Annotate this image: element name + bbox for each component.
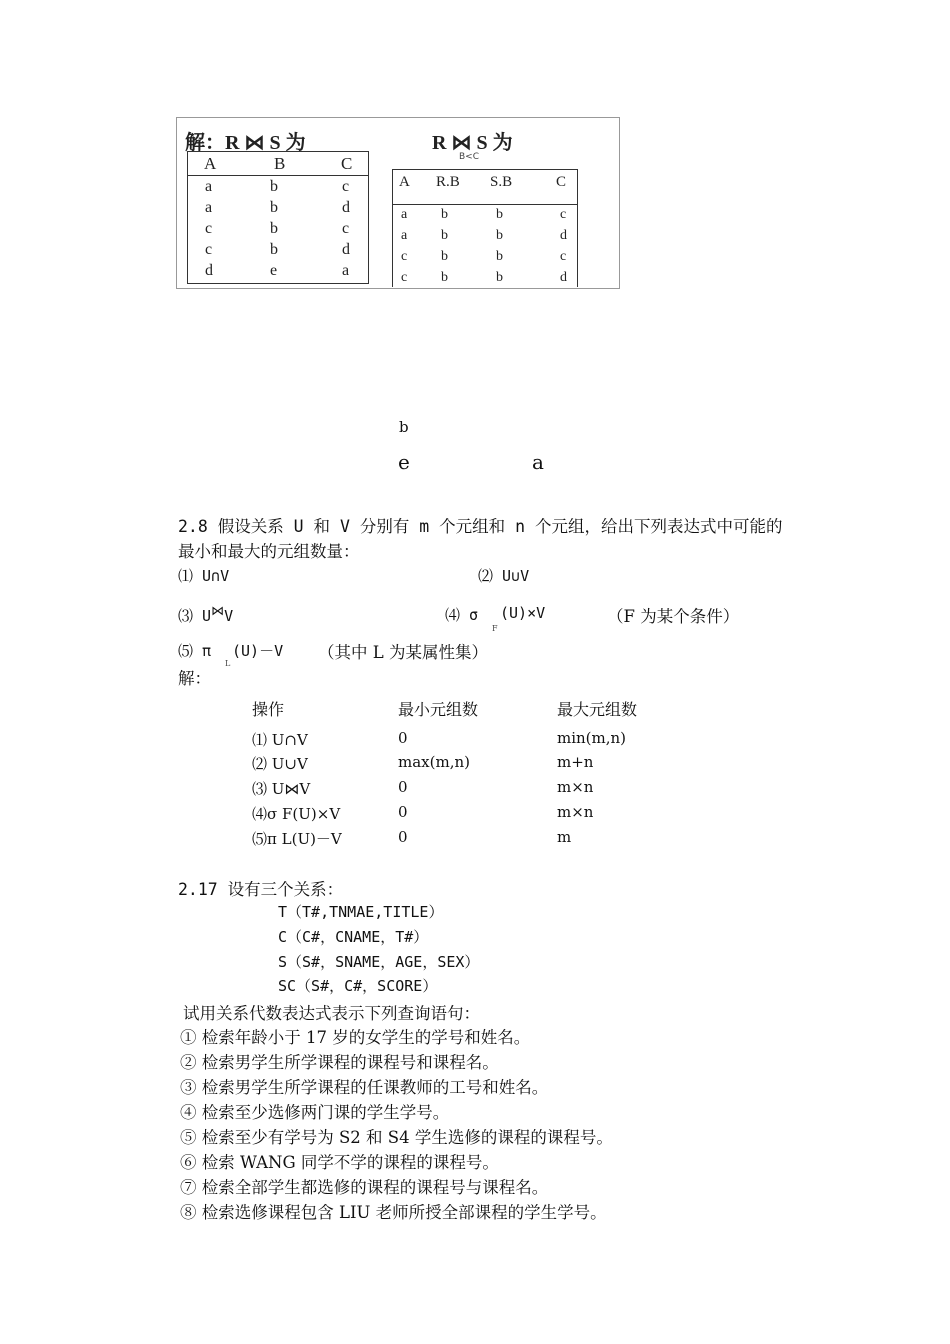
table-cell: a bbox=[401, 228, 408, 243]
table-cell: c bbox=[401, 270, 408, 285]
answer-table-cell: 0 bbox=[398, 828, 408, 846]
query-item: ⑦ 检索全部学生都选修的课程的课程号与课程名。 bbox=[180, 1178, 549, 1197]
stray-letter-e: e bbox=[398, 450, 410, 474]
query-item: ⑤ 检索至少有学号为 S2 和 S4 学生选修的课程的课程号。 bbox=[180, 1128, 613, 1147]
query-item: ③ 检索男学生所学课程的任课教师的工号和姓名。 bbox=[180, 1078, 549, 1097]
table-cell: e bbox=[270, 262, 278, 279]
table-cell: b bbox=[496, 207, 503, 222]
table-cell: b bbox=[441, 249, 448, 264]
table-header-cell: A bbox=[399, 174, 410, 190]
answer-table-cell: 0 bbox=[398, 729, 408, 747]
q28-line-1: 2.8 假设关系 U 和 V 分别有 m 个元组和 n 个元组，给出下列表达式中可能的 bbox=[178, 517, 783, 536]
table-cell: c bbox=[342, 178, 350, 195]
table-cell: a bbox=[401, 207, 408, 222]
q28-item-3-suffix: V bbox=[224, 607, 234, 625]
table-header-cell: C bbox=[341, 154, 353, 173]
answer-table-cell: ⑶ U⋈V bbox=[252, 780, 311, 798]
answer-table-cell: ⑴ U∩V bbox=[252, 731, 308, 749]
table-cell: b bbox=[496, 249, 503, 264]
table-cell: b bbox=[270, 220, 278, 237]
query-item: ⑧ 检索选修课程包含 LIU 老师所授全部课程的学生学号。 bbox=[180, 1203, 607, 1222]
table-cell: d bbox=[560, 270, 567, 285]
table-header-cell: R.B bbox=[436, 174, 460, 190]
table-cell: c bbox=[560, 249, 567, 264]
query-item: ⑥ 检索 WANG 同学不学的课程的课程号。 bbox=[180, 1153, 499, 1172]
table-header-cell: A bbox=[204, 154, 217, 173]
table-cell: a bbox=[205, 199, 213, 216]
table-cell: b bbox=[441, 270, 448, 285]
q28-item-2: ⑵ U∪V bbox=[478, 567, 530, 585]
answer-table-cell: ⑸π L(U)－V bbox=[252, 830, 342, 848]
table-cell: b bbox=[270, 241, 278, 258]
table-cell: b bbox=[441, 228, 448, 243]
q28-item-5-note: （其中 L 为某属性集） bbox=[318, 643, 488, 662]
table-header-row bbox=[393, 170, 577, 205]
q28-item-3 bbox=[178, 604, 233, 626]
answer-label: 解： bbox=[178, 669, 211, 688]
answer-table-header: 最小元组数 bbox=[398, 700, 479, 719]
answer-table-header: 操作 bbox=[252, 700, 285, 719]
relation-SC: SC（S#，C#，SCORE） bbox=[278, 977, 438, 995]
query-item: ② 检索男学生所学课程的课程号和课程名。 bbox=[180, 1053, 499, 1072]
table-header-cell: B bbox=[274, 154, 286, 173]
table-cell: b bbox=[496, 228, 503, 243]
q217-intro: 试用关系代数表达式表示下列查询语句： bbox=[183, 1004, 480, 1023]
table-cell: b bbox=[496, 270, 503, 285]
table-cell: c bbox=[205, 220, 213, 237]
right-figure-join-condition: B<C bbox=[459, 152, 479, 162]
q28-item-4-expression: (U)×V bbox=[500, 604, 546, 622]
table-cell: d bbox=[560, 228, 567, 243]
stray-letter-b: b bbox=[399, 418, 409, 436]
answer-table-cell: ⑵ U∪V bbox=[252, 755, 308, 773]
answer-table-cell: m×n bbox=[557, 803, 594, 821]
q28-item-5-expression: (U)－V bbox=[232, 642, 284, 660]
table-header-cell: C bbox=[556, 174, 567, 190]
natural-join-table bbox=[187, 151, 369, 284]
q28-item-3-prefix: ⑶ U bbox=[178, 607, 212, 625]
q28-item-4-note: （F 为某个条件） bbox=[607, 607, 740, 626]
stray-letter-a: a bbox=[532, 450, 544, 474]
answer-table-cell: min(m,n) bbox=[557, 729, 627, 747]
table-cell: d bbox=[342, 199, 350, 216]
answer-table-cell: 0 bbox=[398, 778, 408, 796]
answer-table-cell: m×n bbox=[557, 778, 594, 796]
answer-table-cell: m bbox=[557, 828, 572, 846]
relation-S: S（S#，SNAME，AGE，SEX） bbox=[278, 953, 480, 971]
table-cell: d bbox=[205, 262, 213, 279]
answer-table-cell: ⑷σ F(U)×V bbox=[252, 805, 341, 823]
table-cell: d bbox=[342, 241, 350, 258]
query-item: ① 检索年龄小于 17 岁的女学生的学号和姓名。 bbox=[180, 1028, 531, 1047]
left-figure-title: 解：R ⋈ S 为 bbox=[185, 132, 306, 154]
table-cell: b bbox=[270, 199, 278, 216]
table-cell: c bbox=[560, 207, 567, 222]
natural-join-symbol: ⋈ bbox=[211, 604, 225, 619]
answer-table-cell: m+n bbox=[557, 753, 594, 771]
answer-table-cell: max(m,n) bbox=[398, 753, 470, 771]
q28-item-1: ⑴ U∩V bbox=[178, 567, 230, 585]
table-cell: a bbox=[205, 178, 213, 195]
table-cell: b bbox=[441, 207, 448, 222]
table-cell: c bbox=[342, 220, 350, 237]
relation-T: T（T#,TNMAE,TITLE） bbox=[278, 903, 444, 921]
table-header-cell: S.B bbox=[490, 174, 513, 190]
join-result-figure bbox=[176, 117, 620, 289]
q28-item-4 bbox=[445, 604, 478, 625]
query-item: ④ 检索至少选修两门课的学生学号。 bbox=[180, 1103, 450, 1122]
table-cell: c bbox=[205, 241, 213, 258]
table-cell: a bbox=[342, 262, 350, 279]
q28-line-2: 最小和最大的元组数量： bbox=[178, 542, 360, 561]
right-figure-title: R ⋈ S 为 bbox=[432, 132, 513, 154]
q28-item-5-subscript: L bbox=[225, 659, 231, 668]
table-cell: b bbox=[270, 178, 278, 195]
q28-item-4-prefix: ⑷ σ bbox=[445, 606, 479, 624]
answer-table-header: 最大元组数 bbox=[557, 700, 638, 719]
q28-item-4-subscript: F bbox=[492, 624, 498, 633]
table-cell: c bbox=[401, 249, 408, 264]
q217-title: 2.17 设有三个关系： bbox=[178, 880, 344, 899]
answer-table-cell: 0 bbox=[398, 803, 408, 821]
q28-item-5-prefix: ⑸ π bbox=[178, 642, 212, 660]
theta-join-table bbox=[392, 169, 578, 287]
relation-C: C（C#，CNAME，T#） bbox=[278, 928, 429, 946]
